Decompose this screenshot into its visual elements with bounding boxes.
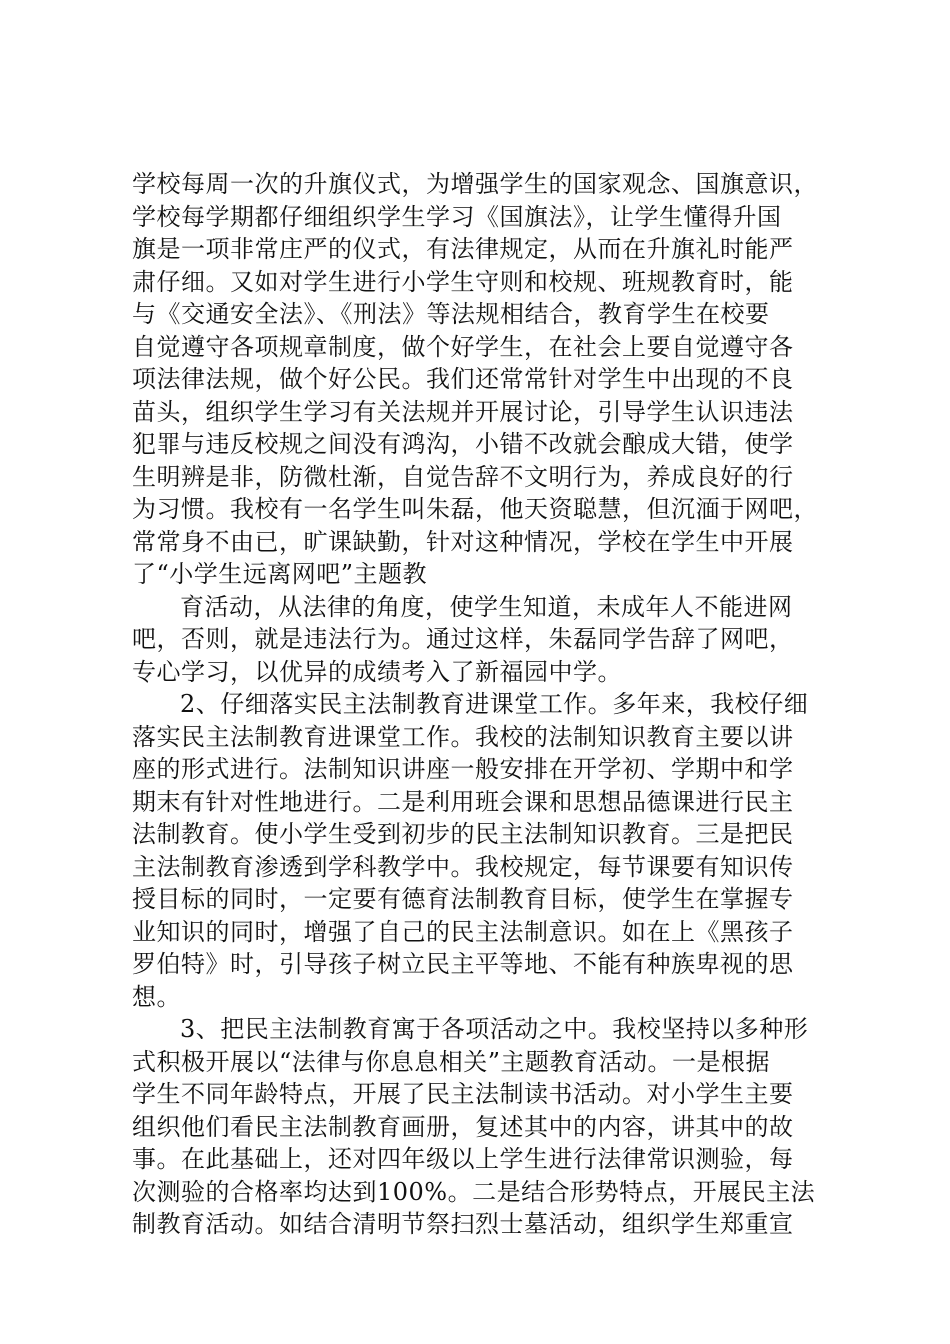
text-line: 生明辨是非，防微杜渐，自觉告辞不文明行为，养成良好的行 [132,462,794,491]
text-line: 学校每学期都仔细组织学生学习《国旗法》，让学生懂得升国 [132,202,782,231]
text-line: 组织他们看民主法制教育画册，复述其中的内容，讲其中的故 [132,1112,794,1141]
text-line: 制教育活动。如结合清明节祭扫烈士墓活动，组织学生郑重宣 [132,1210,794,1238]
text-line: 3、把民主法制教育寓于各项活动之中。我校坚持以多种形 [180,1015,809,1043]
text-line: 为习惯。我校有一名学生叫朱磊，他天资聪慧，但沉湎于网吧， [132,495,818,523]
text-line: 肃仔细。又如对学生进行小学生守则和校规、班规教育时，能 [132,267,794,296]
text-line: 常常身不由已，旷课缺勤，针对这种情况，学校在学生中开展 [132,527,794,556]
text-line: 授目标的同时，一定要有德育法制教育目标，使学生在掌握专 [132,885,794,913]
text-line: 次测验的合格率均达到100%。二是结合形势特点，开展民主法 [132,1177,816,1206]
text-line: 期末有针对性地进行。二是利用班会课和思想品德课进行民主 [132,787,794,816]
text-line: 犯罪与违反校规之间没有鸿沟，小错不改就会酿成大错，使学 [132,430,794,458]
text-line: 2、仔细落实民主法制教育进课堂工作。多年来，我校仔细 [180,690,809,718]
text-line: 座的形式进行。法制知识讲座一般安排在开学初、学期中和学 [132,755,794,783]
text-line: 育活动，从法律的角度，使学生知道，未成年人不能进网 [180,592,793,621]
text-line: 项法律法规，做个好公民。我们还常常针对学生中出现的不良 [132,365,794,393]
text-line: 主法制教育渗透到学科教学中。我校规定，每节课要有知识传 [132,852,794,881]
text-line: 自觉遵守各项规章制度，做个好学生，在社会上要自觉遵守各 [132,332,794,361]
text-line: 学校每周一次的升旗仪式，为增强学生的国家观念、国旗意识， [132,170,818,198]
text-line: 学生不同年龄特点，开展了民主法制读书活动。对小学生主要 [132,1080,794,1108]
text-line: 吧，否则，就是违法行为。通过这样，朱磊同学告辞了网吧， [132,625,794,653]
text-line: 罗伯特》时，引导孩子树立民主平等地、不能有种族卑视的思 [132,950,794,978]
text-line: 法制教育。使小学生受到初步的民主法制知识教育。三是把民 [132,820,794,848]
document-body [132,168,832,1241]
text-line: 式积极开展以“法律与你息息相关”主题教育活动。一是根据 [132,1047,771,1076]
text-line: 旗是一项非常庄严的仪式，有法律规定，从而在升旗礼时能严 [132,235,794,263]
text-line: 了“小学生远离网吧”主题教 [132,560,428,588]
text-line: 想。 [132,982,181,1011]
text-line: 专心学习，以优异的成绩考入了新福园中学。 [132,657,622,686]
text-line: 与《交通安全法》、《刑法》等法规相结合，教育学生在校要 [132,300,770,328]
text-line: 落实民主法制教育进课堂工作。我校的法制知识教育主要以讲 [132,722,794,751]
text-line: 事。在此基础上，还对四年级以上学生进行法律常识测验，每 [132,1145,794,1173]
text-line: 苗头，组织学生学习有关法规并开展讨论，引导学生认识违法 [132,397,794,426]
text-line: 业知识的同时，增强了自己的民主法制意识。如在上《黑孩子 [132,917,794,946]
